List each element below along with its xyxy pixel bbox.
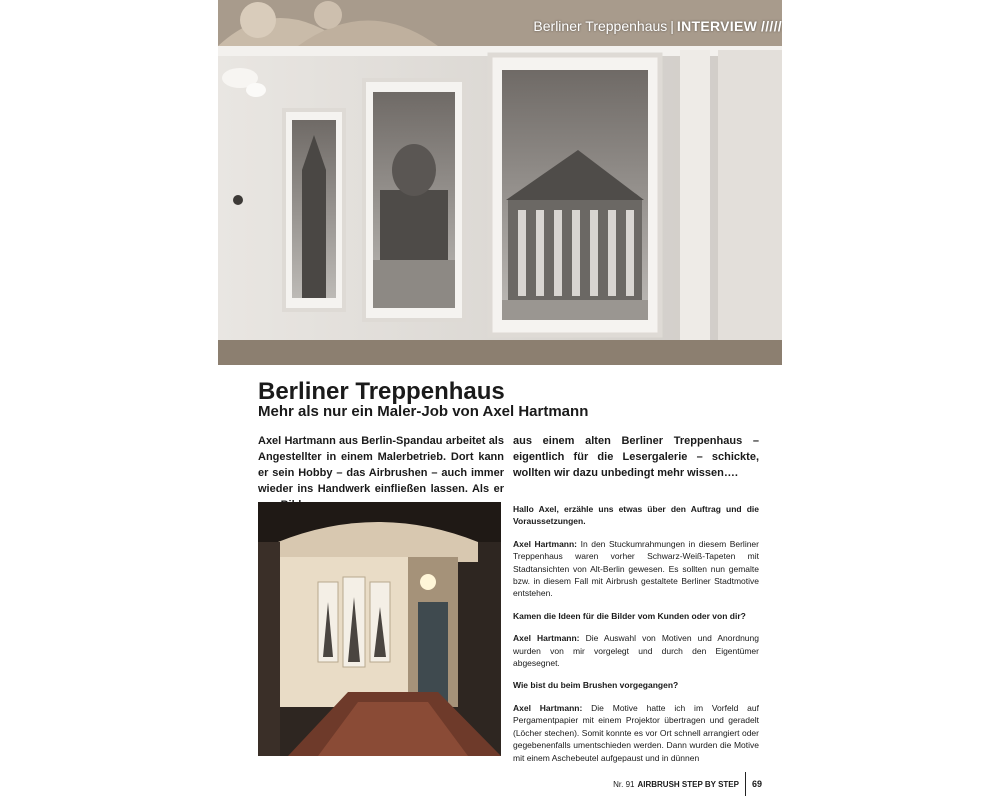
interview-answer [513,538,759,600]
hallway-image [258,502,501,756]
footer-divider [745,772,746,796]
interview-text [513,503,759,774]
magazine-brand: AIRBRUSH STEP BY STEP [637,779,739,789]
answer-speaker: Axel Hartmann: [513,633,580,644]
article-subtitle: Mehr als nur ein Maler-Job von Axel Hartmann [258,403,589,420]
interview-question: Hallo Axel, erzähle uns etwas über den Auftrag und die Voraussetzungen. [513,504,759,527]
interview-question: Kamen die Ideen für die Bilder vom Kunden oder von dir? [513,610,746,621]
page-footer [613,772,762,796]
answer-text: In den Stuckumrahmungen in diesem Berliner Treppenhaus waren vorher Schwarz-Weiß-Tapeten mit Stadtansichten von Alt-Berlin gewesen. Es sollten nun gemalte bzw. in diesem Fall mit Airbrush gestaltete Berliner Stadtmotive entstehen. [513,538,759,599]
article-title: Berliner Treppenhaus [258,378,505,405]
lead-paragraph-right: aus einem alten Berliner Treppenhaus – eigentlich für die Lesergalerie – schickte, wollten wir dazu unbedingt mehr wissen…. [513,435,759,479]
issue-number: Nr. 91 [613,779,635,789]
staircase-murals-image [218,0,782,365]
answer-speaker: Axel Hartmann: [513,538,578,549]
hallway-photo [258,502,501,756]
answer-speaker: Axel Hartmann: [513,702,583,713]
header-separator: | [670,18,674,34]
section-name: Berliner Treppenhaus [533,18,668,34]
hero-photo [218,0,782,365]
magazine-page [218,0,782,800]
interview-answer [513,632,759,669]
answer-text: Die Motive hatte ich im Vorfeld auf Pergamentpapier mit einem Projektor übertragen und geradelt (Löcher stechen). Somit konnte es vor Ort schnell arrangiert oder gegebenenfalls umentschieden werden. Dann wurden die Motive mit einem Aschebeutel aufgepaust und in dünnen [513,702,759,763]
section-keyword: INTERVIEW [676,18,758,34]
header-slashes: ///// [761,18,782,34]
answer-text: Die Auswahl von Motiven und Anordnung wurden von mir vorgelegt und durch den Eigentümer abgesegnet. [513,633,759,669]
interview-answer [513,702,759,764]
page-number: 69 [751,779,762,789]
lead-paragraph-left: Axel Hartmann aus Berlin-Spandau arbeitet als Angestellter in einem Malerbetrieb. Dort kann er sein Hobby – das Airbrushen – auch immer wieder ins Handwerk einfließen lassen. Als er [258,435,504,495]
interview-question: Wie bist du beim Brushen vorgegangen? [513,680,679,691]
section-header [533,18,782,34]
